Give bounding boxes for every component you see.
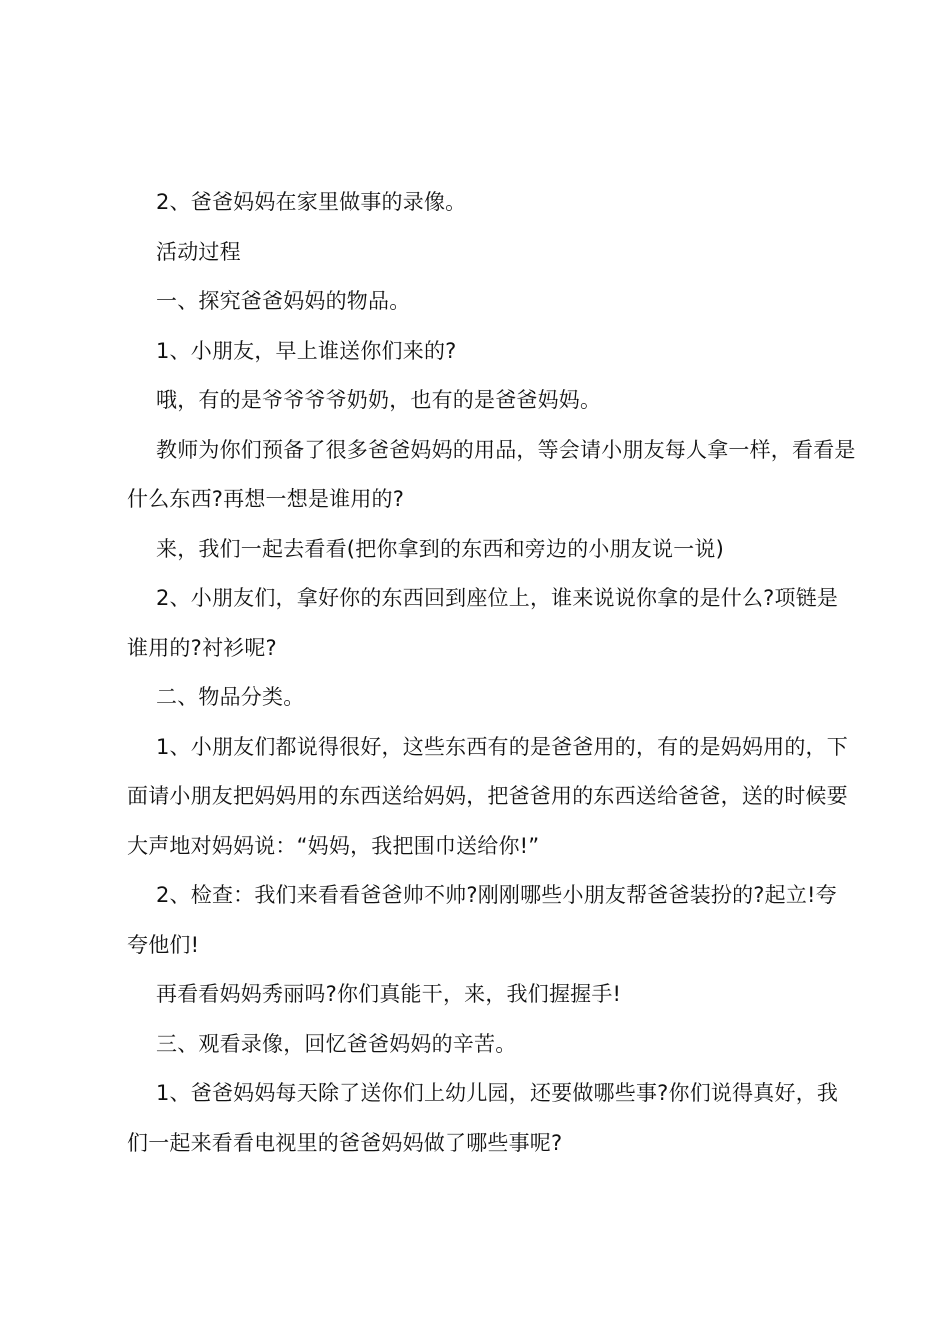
paragraph-sort-items: 1、小朋友们都说得很好，这些东西有的是爸爸用的，有的是妈妈用的，下面请小朋友把妈妈用的东西送给妈妈，把爸爸用的东西送给爸爸，送的时候要大声地对妈妈说：“妈妈，我把围巾送给你!” xyxy=(127,734,848,858)
paragraph-grandparents-parents: 哦，有的是爷爷爷爷奶奶，也有的是爸爸妈妈。 xyxy=(156,388,602,412)
paragraph-activity-process-heading: 活动过程 xyxy=(156,239,241,264)
document-body xyxy=(127,178,857,1168)
paragraph-question-who-brought: 1、小朋友，早上谁送你们来的? xyxy=(156,338,457,363)
paragraph-teacher-prepared-items: 教师为你们预备了很多爸爸妈妈的用品，等会请小朋友每人拿一样，看看是什么东西?再想一想是谁用的? xyxy=(127,437,856,511)
paragraph-return-to-seats: 2、小朋友们，拿好你的东西回到座位上，谁来说说你拿的是什么?项链是谁用的?衬衫呢? xyxy=(127,586,839,660)
paragraph-check-mom: 再看看妈妈秀丽吗?你们真能干，来，我们握握手! xyxy=(156,982,622,1006)
paragraph-section-one-heading: 一、探究爸爸妈妈的物品。 xyxy=(156,289,411,313)
paragraph-lets-look: 来，我们一起去看看(把你拿到的东西和旁边的小朋友说一说) xyxy=(156,536,724,561)
paragraph-section-two-heading: 二、物品分类。 xyxy=(156,685,305,709)
paragraph-section-three-heading: 三、观看录像，回忆爸爸妈妈的辛苦。 xyxy=(156,1031,517,1056)
paragraph-video-material: 2、爸爸妈妈在家里做事的录像。 xyxy=(156,190,467,214)
paragraph-watch-video: 1、爸爸妈妈每天除了送你们上幼儿园，还要做哪些事?你们说得真好，我们一起来看看电视里的爸爸妈妈做了哪些事呢? xyxy=(127,1081,839,1155)
paragraph-check-dad: 2、检查：我们来看看爸爸帅不帅?刚刚哪些小朋友帮爸爸装扮的?起立!夸夸他们! xyxy=(127,883,837,957)
